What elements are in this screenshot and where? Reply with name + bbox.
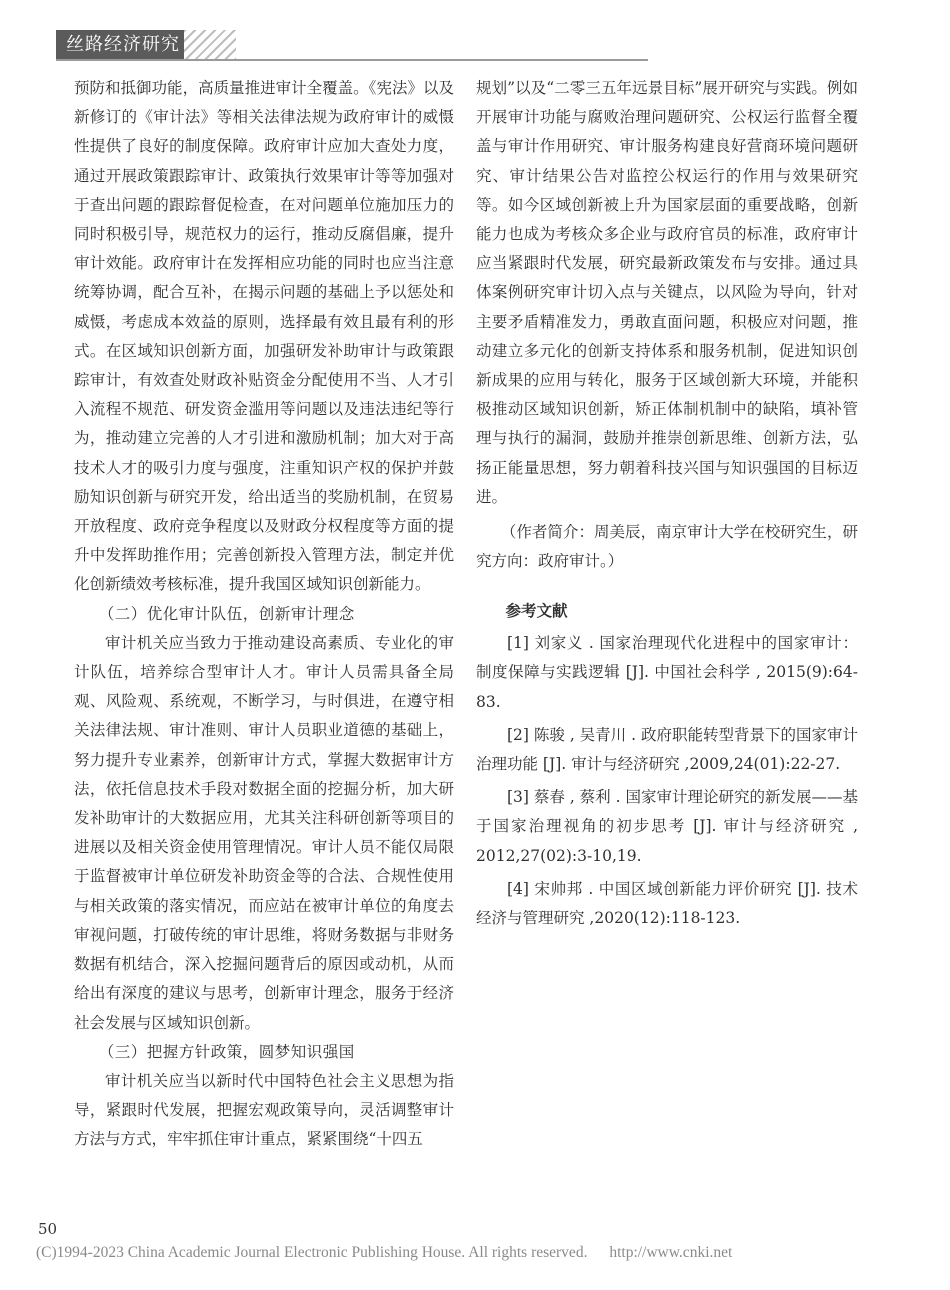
reference-item-4: [4] 宋帅邦 . 中国区域创新能力评价研究 [J]. 技术经济与管理研究 ,2020(12):118-123. [476, 879, 858, 928]
right-paragraph-1: 规划”以及“二零三五年远景目标”展开研究与实践。例如开展审计功能与腐败治理问题研究、公权运行监督全覆盖与审计作用研究、审计服务构建良好营商环境问题研究、审计结果公告对监控公权运行的作用与效果研究等。如今区域创新被上升为国家层面的重要战略，创新能力也成为考核众多企业与政府官员的标准，政府审计应当紧跟时代发展，研究最新政策发布与安排。通过具体案例研究审计切入点与关键点，以风险为导向，针对主要矛盾精准发力，勇敢直面问题，积极应对问题，推动建立多元化的创新支持体系和服务机制，促进知识创新成果的应用与转化，服务于区域创新大环境，并能积极推动区域知识创新，矫正体制机制中的缺陷，填补管理与执行的漏洞，鼓励并推崇创新思维、创新方法，弘扬正能量思想，努力朝着科技兴国与知识强国的目标迈进。 [476, 79, 858, 506]
section-heading-3: （三）把握方针政策，圆梦知识强国 [98, 1042, 355, 1061]
left-column [74, 74, 454, 1155]
reference-item-1: [1] 刘家义 . 国家治理现代化进程中的国家审计：制度保障与实践逻辑 [J]. 中国社会科学 , 2015(9):64-83. [476, 634, 858, 711]
left-paragraph-3: 审计机关应当以新时代中国特色社会主义思想为指导，紧跟时代发展，把握宏观政策导向，灵活调整审计方法与方式，牢牢抓住审计重点，紧紧围绕“十四五 [74, 1071, 454, 1149]
footer-copyright: (C)1994-2023 China Academic Journal Electronic Publishing House. All rights reserved. [36, 1244, 588, 1261]
author-bio: （作者简介：周美辰，南京审计大学在校研究生，研究方向：政府审计。） [476, 523, 858, 571]
section-heading-2: （二）优化审计队伍，创新审计理念 [98, 604, 355, 623]
left-paragraph-2: 审计机关应当致力于推动建设高素质、专业化的审计队伍，培养综合型审计人才。审计人员需具备全局观、风险观、系统观，不断学习，与时俱进，在遵守相关法律法规、审计准则、审计人员职业道德的基础上，努力提升专业素养，创新审计方式，掌握大数据审计方法，依托信息技术手段对数据全面的挖掘分析，加大研发补助审计的大数据应用，尤其关注科研创新等项目的进展以及相关资金使用管理情况。审计人员不能仅局限于监督被审计单位研发补助资金等的合法、合规性使用与相关政策的落实情况，而应站在被审计单位的角度去审视问题，打破传统的审计思维，将财务数据与非财务数据有机结合，深入挖掘问题背后的原因或动机，从而给出有深度的建议与思考，创新审计理念，服务于经济社会发展与区域知识创新。 [74, 633, 454, 1032]
references-title: 参考文献 [505, 601, 568, 621]
left-paragraph-1: 预防和抵御功能，高质量推进审计全覆盖。《宪法》以及新修订的《审计法》等相关法律法规为政府审计的威慑性提供了良好的制度保障。政府审计应加大查处力度，通过开展政策跟踪审计、政策执行效果审计等等加强对于查出问题的跟踪督促检查，在对问题单位施加压力的同时积极引导，规范权力的运行，推动反腐倡廉，提升审计效能。政府审计在发挥相应功能的同时也应当注意统筹协调，配合互补，在揭示问题的基础上予以惩处和威慑，考虑成本效益的原则，选择最有效且最有利的形式。在区域知识创新方面，加强研发补助审计与政策跟踪审计，有效查处财政补贴资金分配使用不当、人才引入流程不规范、研发资金滥用等问题以及违法违纪等行为，推动建立完善的人才引进和激励机制；加大对于高技术人才的吸引力度与强度，注重知识产权的保护并鼓励知识创新与研究开发，给出适当的奖励机制，在贸易开放程度、政府竞争程度以及财政分权程度等方面的提升中发挥助推作用；完善创新投入管理方法，制定并优化创新绩效考核标准，提升我国区域知识创新能力。 [74, 79, 454, 594]
header-stripe-decoration [184, 30, 236, 60]
header-divider [56, 59, 648, 61]
journal-title: 丝路经济研究 [66, 34, 180, 55]
footer-url[interactable]: http://www.cnki.net [609, 1244, 733, 1261]
footer [36, 1244, 916, 1262]
page-number: 50 [38, 1220, 58, 1238]
right-column [476, 74, 858, 933]
reference-item-3: [3] 蔡春 , 蔡利 . 国家审计理论研究的新发展——基于国家治理视角的初步思考 [J]. 审计与经济研究 , 2012,27(02):3-10,19. [476, 788, 858, 865]
reference-item-2: [2] 陈骏 , 吴青川 . 政府职能转型背景下的国家审计治理功能 [J]. 审计与经济研究 ,2009,24(01):22-27. [476, 725, 858, 774]
